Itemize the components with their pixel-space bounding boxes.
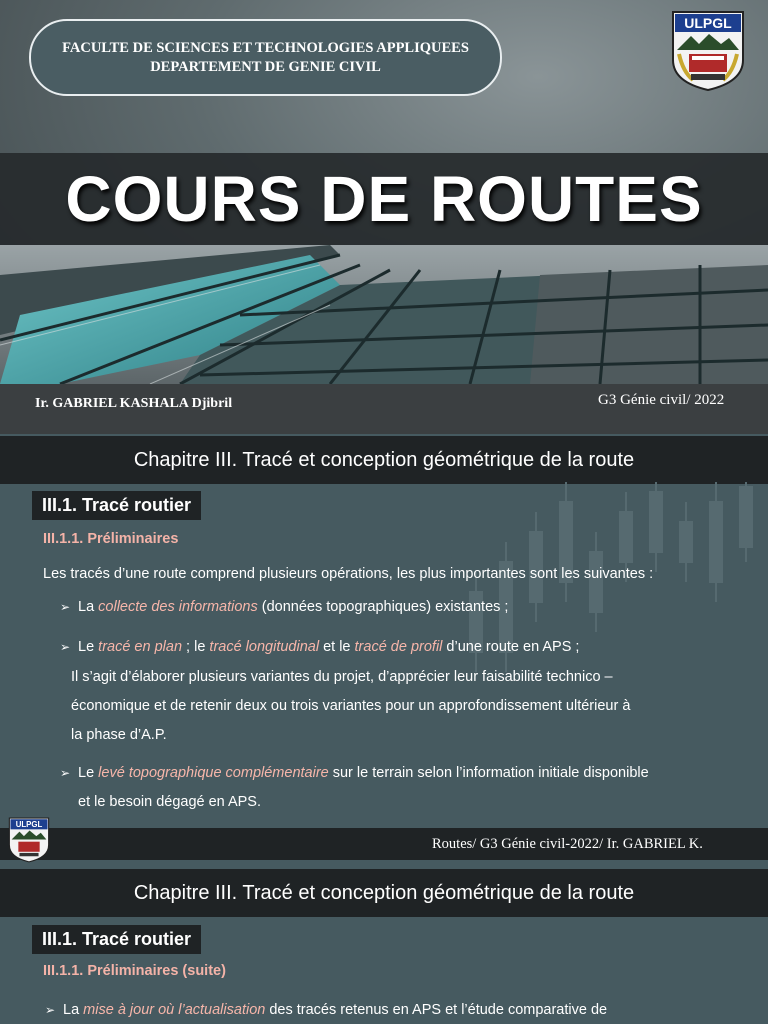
logo-text: ULPGL xyxy=(684,15,732,31)
bullet-arrow-icon: ➢ xyxy=(60,640,71,654)
bullet-item-traces: ➢ Le tracé en plan ; le tracé longitudinal et le tracé de profil d’une route en APS ; xyxy=(60,633,579,662)
author-name: Ir. GABRIEL KASHALA Djibril xyxy=(35,396,233,411)
bullet-item-mise-a-jour: ➢ La mise à jour où l’actualisation des tracés retenus en APS et l’étude comparative de xyxy=(45,996,725,1024)
cover-page xyxy=(0,0,768,384)
chapter-title: Chapitre III. Tracé et conception géométrique de la route xyxy=(133,448,635,471)
intro-text: Les tracés d’une route comprend plusieurs opérations, les plus importantes sont les suivantes : xyxy=(43,566,654,582)
chapter-title-bar xyxy=(0,869,768,917)
bullet-item-leve: ➢ Le levé topographique complémentaire sur le terrain selon l’information initiale disponible et le besoin dégagé en APS. xyxy=(60,759,649,817)
paragraph-line: économique et de retenir deux ou trois variantes pour un approfondissement ultérieur à xyxy=(71,698,631,714)
paragraph-line: Il s’agit d’élaborer plusieurs variantes du projet, d’apprécier leur faisabilité technico – xyxy=(71,669,613,685)
class-year: G3 Génie civil/ 2022 xyxy=(598,392,725,408)
faculty-banner xyxy=(29,19,502,96)
bullet-arrow-icon: ➢ xyxy=(45,1003,56,1017)
course-title: COURS DE ROUTES xyxy=(65,163,703,235)
paragraph-line: la phase d’A.P. xyxy=(71,727,167,743)
chapter-title: Chapitre III. Tracé et conception géométrique de la route xyxy=(133,881,635,904)
section-title: III.1. Tracé routier xyxy=(32,491,201,520)
title-band xyxy=(0,153,768,245)
chapter-title-bar xyxy=(0,436,768,484)
footer-text: Routes/ G3 Génie civil-2022/ Ir. GABRIEL K. xyxy=(432,836,703,852)
subsection-title: III.1.1. Préliminaires xyxy=(43,531,179,547)
bullet-arrow-icon: ➢ xyxy=(60,600,71,614)
bullet-item-collecte: ➢ La collecte des informations (données topographiques) existantes ; xyxy=(60,593,508,622)
university-logo-icon xyxy=(669,10,747,92)
logo-text: ULPGL xyxy=(15,820,43,830)
faculty-name: FACULTE DE SCIENCES ET TECHNOLOGIES APPLIQUEES xyxy=(62,39,469,56)
bullet-arrow-icon: ➢ xyxy=(60,766,71,780)
bullet-continuation: et le besoin dégagé en APS. xyxy=(78,794,262,810)
subsection-title: III.1.1. Préliminaires (suite) xyxy=(43,963,226,979)
university-logo-icon xyxy=(6,817,52,863)
section-title: III.1. Tracé routier xyxy=(32,925,201,954)
glass-roof-image xyxy=(0,245,768,384)
explanation-paragraph xyxy=(71,663,696,750)
department-name: DEPARTEMENT DE GENIE CIVIL xyxy=(150,58,381,75)
